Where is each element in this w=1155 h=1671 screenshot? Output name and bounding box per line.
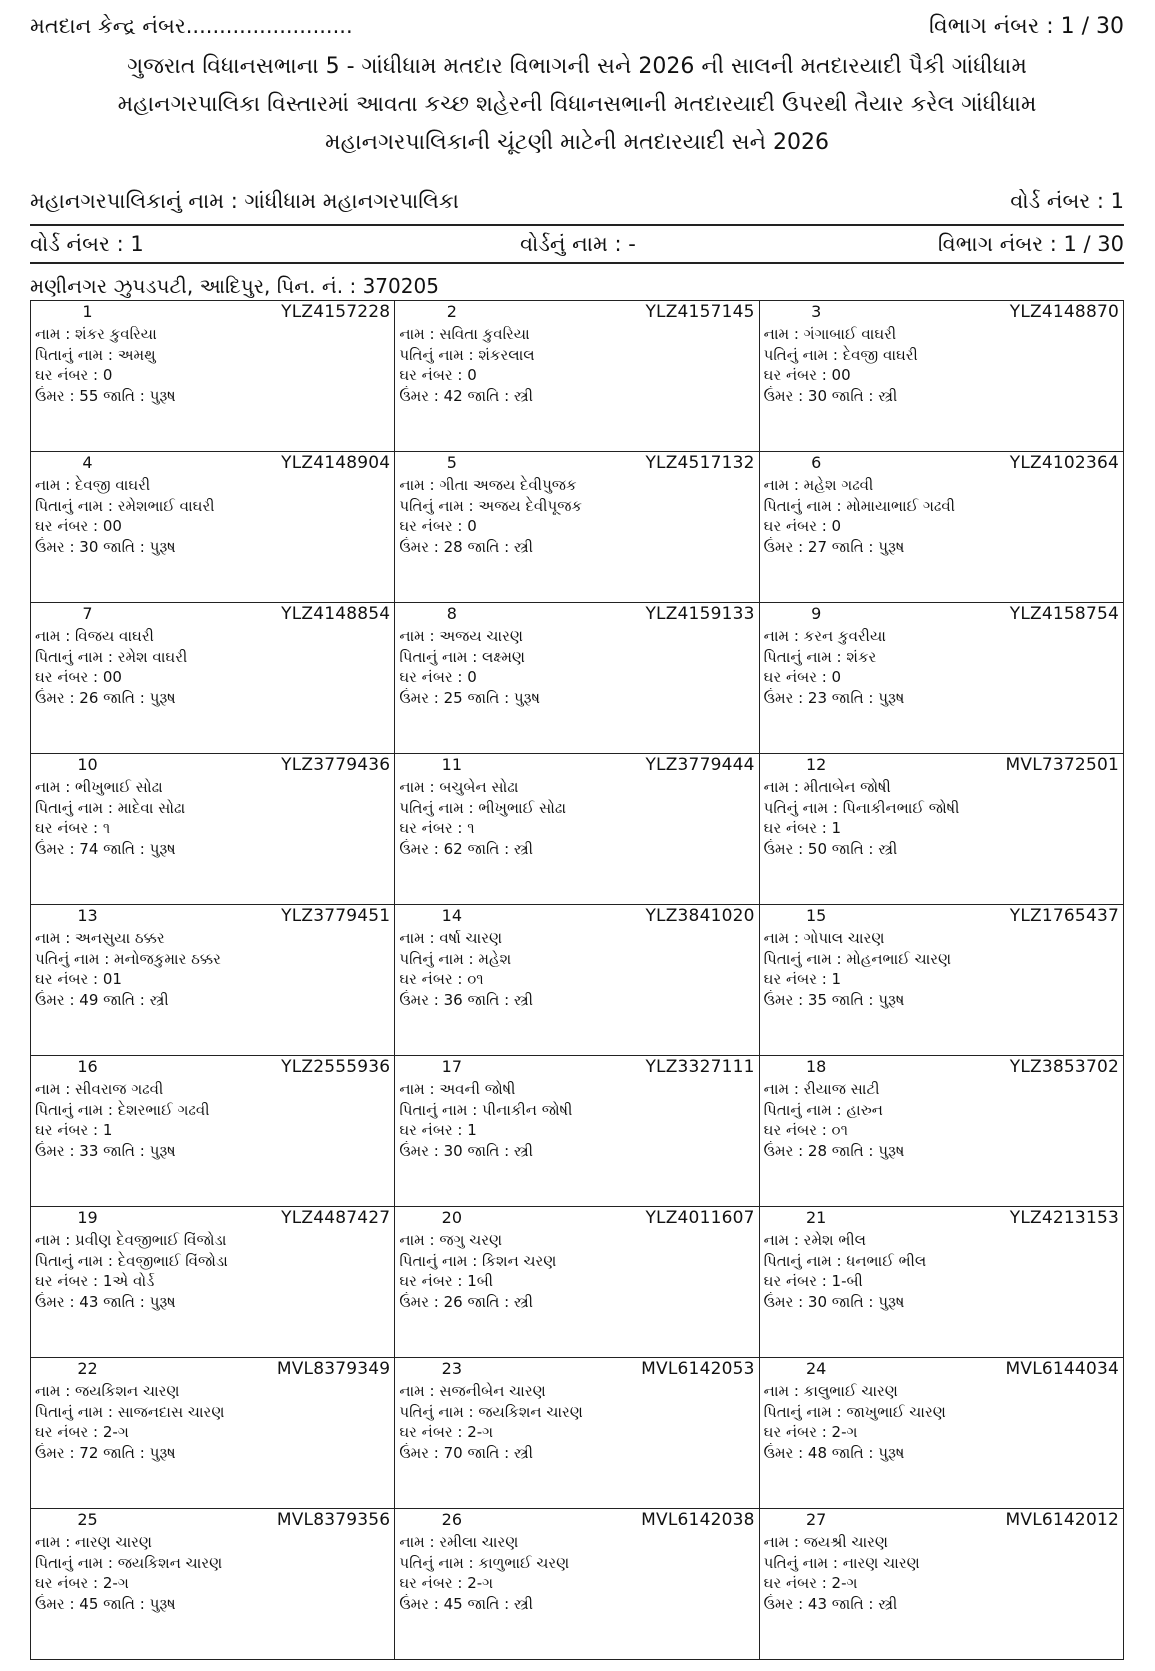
relation-name: પતિનું નામ : ભીખુભાઈ સોઢા [399,798,567,817]
serial-number: 9 [811,604,822,623]
voter-name: નામ : દેવજી વાઘરી [35,476,151,494]
serial-number: 14 [441,906,462,925]
relation-name: પતિનું નામ : જયકિશન ચારણ [399,1402,583,1421]
voter-id: MVL7372501 [1005,755,1119,775]
ward-name: વોર્ડનું નામ : - [520,231,636,256]
house-number: ઘર નંબર : 2-ગ [763,1574,858,1592]
relation-name: પતિનું નામ : નારણ ચારણ [763,1553,920,1572]
ward-number-right: વોર્ડ નંબર : 1 [1010,188,1124,213]
age-gender: ઉંમર : 62 જાતિ : સ્ત્રી [399,839,533,858]
voter-name: નામ : રમીલા ચારણ [399,1533,519,1551]
relation-name: પિતાનું નામ : પીનાકીન જોષી [399,1100,573,1119]
house-number: ઘર નંબર : 0 [763,668,842,686]
voter-card [760,1358,1124,1509]
age-gender: ઉંમર : 43 જાતિ : સ્ત્રી [763,1594,898,1613]
voter-name: નામ : મીતાબેન જોષી [763,778,891,796]
voter-id: YLZ4487427 [281,1208,391,1228]
voter-card [31,905,395,1056]
voter-id: YLZ2555936 [281,1057,391,1077]
voter-name: નામ : ગોપાલ ચારણ [763,929,885,947]
house-number: ઘર નંબર : 1બી [399,1272,494,1290]
serial-number: 21 [805,1208,827,1227]
age-gender: ઉંમર : 55 જાતિ : પુરૂષ [35,386,176,405]
age-gender: ઉંમર : 30 જાતિ : સ્ત્રી [399,1141,533,1160]
section-number: વિભાગ નંબર : 1 / 30 [937,231,1124,256]
voter-card-header [399,755,754,777]
serial-number: 26 [441,1510,462,1529]
voter-card [31,1509,395,1660]
voter-card [760,603,1124,754]
voter-card [395,452,759,603]
voter-name: નામ : રમેશ ભીલ [763,1231,866,1249]
voter-name: નામ : અજય ચારણ [399,627,523,645]
voter-card-header [399,1510,754,1532]
voter-name: નામ : બચુબેન સોઢા [399,778,519,796]
voter-card-header [399,1057,754,1079]
serial-number: 10 [77,755,98,774]
voter-card-header [764,1359,1119,1381]
voter-card-header [764,906,1119,928]
voter-name: નામ : વિજય વાઘરી [35,627,154,645]
relation-name: પિતાનું નામ : દેશરભાઈ ગઢવી [35,1100,210,1119]
voter-id: MVL6142053 [641,1359,755,1379]
voter-card [760,1207,1124,1358]
house-number: ઘર નંબર : 1એ વોર્ડ [35,1272,155,1290]
voter-name: નામ : અનસુયા ઠક્કર [35,929,165,947]
voter-grid [30,300,1124,1660]
ward-row [30,226,1124,262]
serial-number: 2 [446,302,457,321]
voter-card [395,1207,759,1358]
relation-name: પતિનું નામ : મનોજકુમાર ઠક્કર [35,949,221,968]
voter-id: YLZ1765437 [1009,906,1119,926]
serial-number: 6 [811,453,822,472]
voter-name: નામ : કરન કુવરીયા [763,627,886,645]
house-number: ઘર નંબર : 1 [763,819,842,837]
voter-card-header [764,1208,1119,1230]
voter-card [760,1509,1124,1660]
voter-name: નામ : શંકર કુવરિયા [35,325,157,343]
voter-id: YLZ3853702 [1009,1057,1119,1077]
voter-card-header [764,302,1119,324]
voter-name: નામ : નારણ ચારણ [35,1533,152,1551]
voter-name: નામ : રીયાજ સાટી [763,1080,880,1098]
house-number: ઘર નંબર : 2-ગ [35,1423,129,1441]
voter-name: નામ : સવિતા કુવરિયા [399,325,530,343]
serial-number: 11 [441,755,462,774]
voter-card-header [35,1208,390,1230]
voter-card-header [35,604,390,626]
relation-name: પતિનું નામ : કાળુભાઈ ચરણ [399,1553,570,1572]
age-gender: ઉંમર : 28 જાતિ : સ્ત્રી [399,537,533,556]
voter-name: નામ : ગીતા અજય દેવીપુજક [399,476,577,494]
voter-card-header [764,1510,1119,1532]
voter-name: નામ : અવની જોષી [399,1080,516,1098]
relation-name: પિતાનું નામ : રમેશભાઈ વાઘરી [35,496,215,515]
voter-id: MVL8379349 [276,1359,391,1379]
serial-number: 13 [77,906,98,925]
serial-number: 18 [805,1057,827,1076]
voter-card-header [764,1057,1119,1079]
age-gender: ઉંમર : 30 જાતિ : સ્ત્રી [763,386,898,405]
voter-card [31,1207,395,1358]
voter-name: નામ : ગંગાબાઈ વાઘરી [763,325,897,343]
voter-id: MVL6142038 [641,1510,755,1530]
top-row [30,10,1124,42]
relation-name: પિતાનું નામ : શંકર [763,647,877,666]
serial-number: 24 [805,1359,827,1378]
house-number: ઘર નંબર : 1 [35,1121,113,1139]
serial-number: 7 [82,604,93,623]
house-number: ઘર નંબર : 2-ગ [399,1423,494,1441]
relation-name: પિતાનું નામ : રમેશ વાઘરી [35,647,188,666]
voter-card-header [399,302,754,324]
serial-number: 23 [441,1359,462,1378]
voter-id: MVL8379356 [276,1510,391,1530]
house-number: ઘર નંબર : 00 [35,517,122,535]
serial-number: 3 [811,302,822,321]
corporation-row [30,184,1124,218]
title-line: ગુજરાત વિધાનસભાના 5 - ગાંધીધામ મતદાર વિભાગની સને 2026 ની સાલની મતદારયાદી પૈકી ગાંધીધામ [127,54,1027,79]
voter-name: નામ : ભીખુભાઈ સોઢા [35,778,163,796]
relation-name: પતિનું નામ : મહેશ [399,949,512,968]
voter-card [760,301,1124,452]
voter-card [395,1056,759,1207]
voter-card [395,1509,759,1660]
house-number: ઘર નંબર : 00 [35,668,122,686]
voter-id: YLZ4102364 [1009,453,1119,473]
voter-id: YLZ4157145 [645,302,755,322]
voter-id: MVL6142012 [1005,1510,1119,1530]
relation-name: પિતાનું નામ : લક્ષ્મણ [399,647,526,666]
voter-card-header [764,453,1119,475]
age-gender: ઉંમર : 36 જાતિ : સ્ત્રી [399,990,533,1009]
relation-name: પિતાનું નામ : જયકિશન ચારણ [35,1553,223,1572]
divider [30,262,1124,264]
relation-name: પિતાનું નામ : જાખુભાઈ ચારણ [763,1402,946,1421]
voter-id: YLZ3779436 [281,755,391,775]
house-number: ઘર નંબર : 2-ગ [35,1574,129,1592]
age-gender: ઉંમર : 28 જાતિ : પુરૂષ [763,1141,905,1160]
section-number-top: વિભાગ નંબર : 1 / 30 [929,13,1124,39]
age-gender: ઉંમર : 49 જાતિ : સ્ત્રી [35,990,169,1009]
relation-name: પતિનું નામ : અજય દેવીપૂજક [399,496,582,515]
voter-name: નામ : જગુ ચરણ [399,1231,503,1249]
voter-name: નામ : કાલુભાઈ ચારણ [763,1382,898,1400]
voter-card [31,301,395,452]
house-number: ઘર નંબર : 0 [399,366,477,384]
serial-number: 8 [446,604,457,623]
voter-name: નામ : જયશ્રી ચારણ [763,1533,888,1551]
voter-card [395,603,759,754]
house-number: ઘર નંબર : 2-ગ [399,1574,494,1592]
voter-card-header [35,755,390,777]
relation-name: પિતાનું નામ : મોહનભાઈ ચારણ [763,949,952,968]
relation-name: પિતાનું નામ : સાજનદાસ ચારણ [35,1402,225,1421]
voter-id: YLZ3779451 [281,906,391,926]
serial-number: 27 [805,1510,827,1529]
voter-name: નામ : પ્રવીણ દેવજીભાઈ વિંજોડા [35,1231,227,1249]
voter-card [760,905,1124,1056]
voter-name: નામ : મહેશ ગઢવી [763,476,874,494]
voter-card-header [399,906,754,928]
voter-card-header [764,604,1119,626]
voter-id: YLZ4148904 [281,453,391,473]
age-gender: ઉંમર : 74 જાતિ : પુરૂષ [35,839,176,858]
corporation-name: મહાનગરપાલિકાનું નામ : ગાંધીધામ મહાનગરપાલિકા [30,188,459,213]
house-number: ઘર નંબર : 0 [35,366,113,384]
voter-id: YLZ4148854 [281,604,391,624]
document-title [30,48,1124,162]
age-gender: ઉંમર : 42 જાતિ : સ્ત્રી [399,386,533,405]
voter-name: નામ : સીવરાજ ગઢવી [35,1080,164,1098]
voter-id: YLZ4011607 [645,1208,755,1228]
title-line: મહાનગરપાલિકાની ચૂંટણી માટેની મતદારયાદી સને 2026 [325,130,829,155]
house-number: ઘર નંબર : 01 [35,970,122,988]
serial-number: 5 [446,453,457,472]
voter-card [395,754,759,905]
voter-card [760,452,1124,603]
voter-name: નામ : વર્ષા ચારણ [399,929,503,947]
serial-number: 19 [77,1208,98,1227]
voter-card-header [764,755,1119,777]
relation-name: પિતાનું નામ : હારુન [763,1100,883,1119]
house-number: ઘર નંબર : ૧ [399,819,475,837]
serial-number: 17 [441,1057,462,1076]
ward-number: વોર્ડ નંબર : 1 [30,231,144,256]
serial-number: 16 [77,1057,98,1076]
relation-name: પતિનું નામ : શંકરલાલ [399,345,535,364]
age-gender: ઉંમર : 43 જાતિ : પુરૂષ [35,1292,176,1311]
serial-number: 12 [805,755,827,774]
voter-card [395,905,759,1056]
voter-id: YLZ4148870 [1009,302,1119,322]
house-number: ઘર નંબર : ૦૧ [399,970,484,988]
voter-card [31,603,395,754]
relation-name: પિતાનું નામ : માદેવા સોઢા [35,798,186,817]
house-number: ઘર નંબર : 1-બી [763,1272,863,1290]
age-gender: ઉંમર : 45 જાતિ : સ્ત્રી [399,1594,533,1613]
voter-id: YLZ3841020 [645,906,755,926]
voter-card [760,754,1124,905]
voter-name: નામ : સજનીબેન ચારણ [399,1382,546,1400]
serial-number: 4 [82,453,93,472]
voter-id: MVL6144034 [1005,1359,1119,1379]
age-gender: ઉંમર : 33 જાતિ : પુરૂષ [35,1141,176,1160]
house-number: ઘર નંબર : ૧ [35,819,111,837]
relation-name: પતિનું નામ : પિનાકીનભાઈ જોષી [763,798,960,817]
house-number: ઘર નંબર : 1 [763,970,842,988]
voter-id: YLZ4157228 [281,302,391,322]
relation-name: પિતાનું નામ : કિશન ચરણ [399,1251,557,1270]
age-gender: ઉંમર : 45 જાતિ : પુરૂષ [35,1594,176,1613]
house-number: ઘર નંબર : 0 [763,517,842,535]
voter-id: YLZ4517132 [645,453,755,473]
voter-id: YLZ3327111 [645,1057,755,1077]
age-gender: ઉંમર : 25 જાતિ : પુરૂષ [399,688,541,707]
age-gender: ઉંમર : 26 જાતિ : સ્ત્રી [399,1292,533,1311]
voter-card [395,301,759,452]
voter-card-header [399,1208,754,1230]
age-gender: ઉંમર : 35 જાતિ : પુરૂષ [763,990,905,1009]
serial-number: 20 [441,1208,462,1227]
address-line: મણીનગર ઝુપડપટી, આદિપુર, પિન. નં. : 370205 [30,274,439,298]
house-number: ઘર નંબર : 2-ગ [763,1423,858,1441]
relation-name: પિતાનું નામ : દેવજીભાઈ વિંજોડા [35,1251,228,1270]
house-number: ઘર નંબર : 0 [399,668,477,686]
relation-name: પિતાનું નામ : મોમાયાભાઈ ગઢવી [763,496,956,515]
house-number: ઘર નંબર : 0 [399,517,477,535]
age-gender: ઉંમર : 30 જાતિ : પુરૂષ [763,1292,905,1311]
voter-card-header [399,604,754,626]
voter-card-header [399,1359,754,1381]
voter-card [31,754,395,905]
voter-card-header [35,906,390,928]
age-gender: ઉંમર : 23 જાતિ : પુરૂષ [763,688,905,707]
age-gender: ઉંમર : 27 જાતિ : પુરૂષ [763,537,905,556]
house-number: ઘર નંબર : 1 [399,1121,477,1139]
voter-card [31,452,395,603]
relation-name: પિતાનું નામ : અમથુ [35,345,156,364]
age-gender: ઉંમર : 30 જાતિ : પુરૂષ [35,537,176,556]
age-gender: ઉંમર : 72 જાતિ : પુરૂષ [35,1443,176,1462]
voter-card [760,1056,1124,1207]
voter-card [31,1358,395,1509]
voter-name: નામ : જયકિશન ચારણ [35,1382,180,1400]
voter-id: YLZ4213153 [1009,1208,1119,1228]
voter-id: YLZ3779444 [645,755,755,775]
voter-card-header [399,453,754,475]
booth-number-label: મતદાન કેન્દ્ર નંબર......................... [30,13,353,38]
voter-card [395,1358,759,1509]
serial-number: 25 [77,1510,98,1529]
age-gender: ઉંમર : 26 જાતિ : પુરૂષ [35,688,176,707]
voter-id: YLZ4158754 [1009,604,1119,624]
voter-card-header [35,1510,390,1532]
age-gender: ઉંમર : 48 જાતિ : પુરૂષ [763,1443,905,1462]
voter-card [31,1056,395,1207]
serial-number: 22 [77,1359,98,1378]
age-gender: ઉંમર : 70 જાતિ : સ્ત્રી [399,1443,533,1462]
voter-id: YLZ4159133 [645,604,755,624]
voter-card-header [35,1359,390,1381]
house-number: ઘર નંબર : 00 [763,366,851,384]
serial-number: 1 [82,302,93,321]
title-line: મહાનગરપાલિકા વિસ્તારમાં આવતા કચ્છ શહેરની વિધાનસભાની મતદારયાદી ઉપરથી તૈયાર કરેલ ગાંધીધામ [117,92,1037,117]
house-number: ઘર નંબર : ૦૧ [763,1121,848,1139]
electoral-roll-page [30,10,1124,1660]
age-gender: ઉંમર : 50 જાતિ : સ્ત્રી [763,839,898,858]
voter-card-header [35,453,390,475]
voter-card-header [35,1057,390,1079]
voter-card-header [35,302,390,324]
serial-number: 15 [805,906,827,925]
relation-name: પિતાનું નામ : ધનભાઈ ભીલ [763,1251,927,1270]
relation-name: પતિનું નામ : દેવજી વાઘરી [763,345,918,364]
